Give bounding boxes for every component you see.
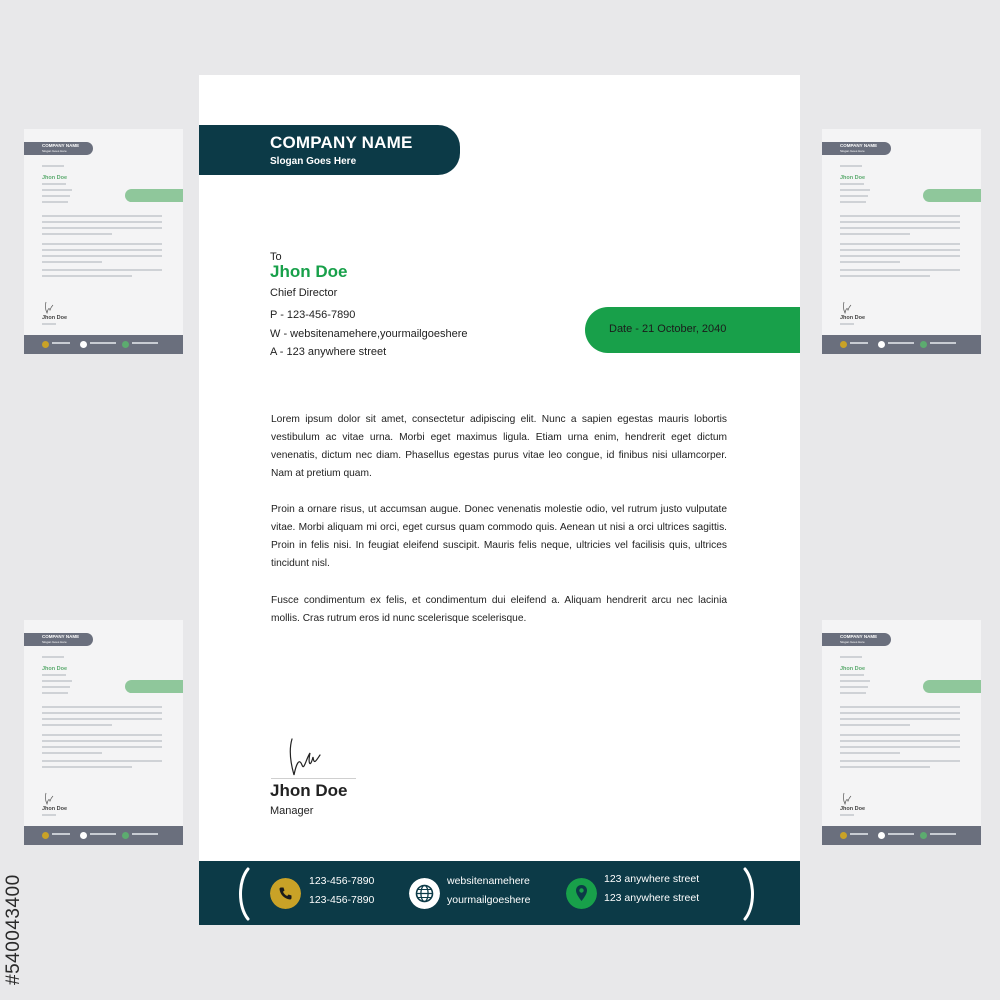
thumbnail-footer-bar bbox=[822, 335, 981, 354]
signer-name: Jhon Doe bbox=[270, 781, 348, 800]
thumbnail-globe-icon bbox=[878, 832, 885, 839]
thumbnail-signer-title bbox=[840, 814, 854, 816]
date-banner bbox=[585, 307, 800, 353]
thumbnail-text-line bbox=[42, 674, 66, 676]
thumbnail-footer-text bbox=[850, 342, 868, 344]
thumbnail-slogan: Slogan Goes Here bbox=[42, 149, 67, 153]
thumbnail-text-line bbox=[840, 215, 960, 217]
thumbnail-text-line bbox=[42, 227, 162, 229]
thumbnail-phone-icon bbox=[42, 832, 49, 839]
thumbnail-text-line bbox=[840, 752, 900, 754]
footer-website: websitenamehere bbox=[447, 875, 530, 887]
thumbnail-text-line bbox=[840, 692, 866, 694]
footer-phone-2: 123-456-7890 bbox=[309, 894, 375, 906]
left-bracket-decoration bbox=[237, 867, 251, 921]
signer-title: Manager bbox=[270, 805, 314, 817]
thumbnail-text-line bbox=[840, 766, 930, 768]
thumbnail-text-line bbox=[42, 712, 162, 714]
thumbnail-date-banner bbox=[923, 189, 981, 202]
company-name: COMPANY NAME bbox=[270, 133, 413, 152]
thumbnail-text-line bbox=[42, 189, 72, 191]
thumbnail-header-bar bbox=[24, 142, 93, 155]
thumbnail-text-line bbox=[42, 233, 112, 235]
thumbnail-text-line bbox=[42, 275, 132, 277]
thumbnail-location-icon bbox=[122, 341, 129, 348]
thumbnail-text-line bbox=[42, 686, 70, 688]
thumbnail-text-line bbox=[840, 261, 900, 263]
thumbnail-date-banner bbox=[923, 680, 981, 693]
thumbnail-text-line bbox=[42, 249, 162, 251]
thumbnail-footer-bar bbox=[24, 826, 183, 845]
thumbnail-header-bar bbox=[822, 142, 891, 155]
thumbnail-header-bar bbox=[822, 633, 891, 646]
company-slogan: Slogan Goes Here bbox=[270, 156, 357, 167]
thumbnail-text-line bbox=[840, 183, 864, 185]
thumbnail-footer-text bbox=[90, 342, 116, 344]
recipient-name: Jhon Doe bbox=[270, 262, 348, 281]
thumbnail-text-line bbox=[840, 718, 960, 720]
contact-phone: P - 123-456-7890 bbox=[270, 309, 356, 321]
thumbnail-phone-icon bbox=[42, 341, 49, 348]
thumbnail-company-name: COMPANY NAME bbox=[840, 143, 878, 148]
thumbnail-slogan: Slogan Goes Here bbox=[840, 640, 865, 644]
thumbnail-text-line bbox=[42, 269, 162, 271]
location-pin-icon bbox=[566, 878, 597, 909]
thumbnail-text-line bbox=[42, 734, 162, 736]
thumbnail-text-line bbox=[840, 269, 960, 271]
thumbnail-text-line bbox=[840, 255, 960, 257]
thumbnail-signer-name: Jhon Doe bbox=[840, 806, 866, 812]
thumbnail-text-line bbox=[42, 706, 162, 708]
thumbnail-text-line bbox=[840, 233, 910, 235]
thumbnail-text-line bbox=[42, 215, 162, 217]
letter-date: Date - 21 October, 2040 bbox=[609, 323, 727, 335]
thumbnail-slogan: Slogan Goes Here bbox=[42, 640, 67, 644]
thumbnail-globe-icon bbox=[80, 832, 87, 839]
thumbnail-top-right bbox=[822, 129, 981, 354]
thumbnail-signature-icon bbox=[44, 792, 54, 805]
thumbnail-text-line bbox=[42, 255, 162, 257]
thumbnail-signer-name: Jhon Doe bbox=[840, 315, 866, 321]
thumbnail-recipient-name: Jhon Doe bbox=[840, 175, 866, 181]
thumbnail-recipient-name: Jhon Doe bbox=[840, 666, 866, 672]
thumbnail-footer-text bbox=[52, 342, 70, 344]
thumbnail-text-line bbox=[42, 718, 162, 720]
footer-bar bbox=[199, 861, 800, 925]
thumbnail-footer-bar bbox=[822, 826, 981, 845]
thumbnail-signer-title bbox=[840, 323, 854, 325]
thumbnail-company-name: COMPANY NAME bbox=[840, 634, 878, 639]
thumbnail-footer-text bbox=[850, 833, 868, 835]
to-label: To bbox=[270, 251, 282, 263]
footer-email: yourmailgoeshere bbox=[447, 894, 531, 906]
thumbnail-text-line bbox=[42, 746, 162, 748]
thumbnail-globe-icon bbox=[80, 341, 87, 348]
thumbnail-text-line bbox=[42, 740, 162, 742]
thumbnail-footer-text bbox=[930, 833, 956, 835]
thumbnail-text-line bbox=[840, 227, 960, 229]
thumbnail-text-line bbox=[840, 706, 960, 708]
thumbnail-signer-title bbox=[42, 814, 56, 816]
thumbnail-text-line bbox=[840, 760, 960, 762]
thumbnail-text-line bbox=[42, 752, 102, 754]
footer-address-1: 123 anywhere street bbox=[604, 873, 700, 885]
thumbnail-text-line bbox=[840, 243, 960, 245]
thumbnail-text-line bbox=[840, 746, 960, 748]
contact-web: W - websitenamehere,yourmailgoeshere bbox=[270, 328, 468, 340]
body-paragraph-1: Lorem ipsum dolor sit amet, consectetur adipiscing elit. Nunc a sapien egestas mauris lobortis vestibulum ac vitae urna. Morbi eget maximus ligula. Etiam urna enim, hendrerit eget dictum venenatis, dictum nec diam. Phasellus egestas purus vitae leo congue, id finibus nisi ullamcorper. Nam at pretium quam. bbox=[271, 414, 727, 479]
thumbnail-text-line bbox=[42, 195, 70, 197]
thumbnail-signer-title bbox=[42, 323, 56, 325]
thumbnail-recipient-name: Jhon Doe bbox=[42, 666, 68, 672]
thumbnail-text-line bbox=[42, 183, 66, 185]
thumbnail-date-banner bbox=[125, 189, 183, 202]
thumbnail-text-line bbox=[840, 680, 870, 682]
thumbnail-bottom-right bbox=[822, 620, 981, 845]
thumbnail-text-line bbox=[840, 724, 910, 726]
company-header-bar bbox=[199, 125, 460, 175]
thumbnail-footer-text bbox=[90, 833, 116, 835]
thumbnail-text-line bbox=[42, 261, 102, 263]
thumbnail-signature-icon bbox=[842, 301, 852, 314]
footer-address-2: 123 anywhere street bbox=[604, 892, 700, 904]
contact-address: A - 123 anywhere street bbox=[270, 346, 387, 358]
signature-line bbox=[271, 778, 356, 779]
right-bracket-decoration bbox=[742, 867, 756, 921]
thumbnail-globe-icon bbox=[878, 341, 885, 348]
thumbnail-bottom-left bbox=[24, 620, 183, 845]
thumbnail-text-line bbox=[840, 674, 864, 676]
body-paragraph-3: Fusce condimentum ex felis, et condimentum dui eleifend a. Aliquam hendrerit arcu nec lacinia mollis. Cras rutrum eros id nunc scelerisque scelerisque. bbox=[271, 595, 727, 624]
thumbnail-footer-text bbox=[888, 833, 914, 835]
thumbnail-footer-bar bbox=[24, 335, 183, 354]
thumbnail-text-line bbox=[42, 766, 132, 768]
thumbnail-text-line bbox=[840, 201, 866, 203]
thumbnail-text-line bbox=[840, 275, 930, 277]
phone-icon bbox=[270, 878, 301, 909]
thumbnail-text-line bbox=[840, 249, 960, 251]
thumbnail-phone-icon bbox=[840, 832, 847, 839]
thumbnail-location-icon bbox=[920, 832, 927, 839]
thumbnail-text-line bbox=[840, 656, 862, 658]
thumbnail-date-banner bbox=[125, 680, 183, 693]
thumbnail-text-line bbox=[840, 195, 868, 197]
thumbnail-footer-text bbox=[132, 833, 158, 835]
globe-icon bbox=[409, 878, 440, 909]
thumbnail-phone-icon bbox=[840, 341, 847, 348]
thumbnail-location-icon bbox=[920, 341, 927, 348]
thumbnail-text-line bbox=[840, 712, 960, 714]
thumbnail-text-line bbox=[42, 724, 112, 726]
thumbnail-text-line bbox=[42, 692, 68, 694]
letterhead-page bbox=[199, 75, 800, 925]
thumbnail-footer-text bbox=[132, 342, 158, 344]
thumbnail-location-icon bbox=[122, 832, 129, 839]
thumbnail-text-line bbox=[840, 221, 960, 223]
thumbnail-text-line bbox=[42, 165, 64, 167]
thumbnail-company-name: COMPANY NAME bbox=[42, 143, 80, 148]
recipient-title: Chief Director bbox=[270, 287, 338, 299]
signature-icon bbox=[286, 735, 324, 783]
thumbnail-signer-name: Jhon Doe bbox=[42, 315, 68, 321]
thumbnail-text-line bbox=[840, 165, 862, 167]
thumbnail-text-line bbox=[42, 221, 162, 223]
thumbnail-text-line bbox=[840, 734, 960, 736]
thumbnail-signer-name: Jhon Doe bbox=[42, 806, 68, 812]
thumbnail-text-line bbox=[840, 740, 960, 742]
thumbnail-signature-icon bbox=[44, 301, 54, 314]
body-paragraph-2: Proin a ornare risus, ut accumsan augue. Donec venenatis molestie odio, vel rutrum justo vulputate vitae. Morbi aliquam mi orci, eget cursus quam commodo quis. Aenean ut nisi a orci ultrices sagittis. Proin in felis nisi. In feugiat eleifend suscipit. Mauris felis neque, ultricies vel facilisis quis, ultrices tincidunt nisl. bbox=[271, 504, 727, 569]
thumbnail-company-name: COMPANY NAME bbox=[42, 634, 80, 639]
thumbnail-text-line bbox=[42, 201, 68, 203]
stock-id: #540043400 bbox=[3, 874, 24, 985]
thumbnail-recipient-name: Jhon Doe bbox=[42, 175, 68, 181]
thumbnail-text-line bbox=[42, 243, 162, 245]
thumbnail-footer-text bbox=[52, 833, 70, 835]
thumbnail-slogan: Slogan Goes Here bbox=[840, 149, 865, 153]
thumbnail-signature-icon bbox=[842, 792, 852, 805]
thumbnail-text-line bbox=[42, 760, 162, 762]
thumbnail-text-line bbox=[42, 656, 64, 658]
thumbnail-top-left bbox=[24, 129, 183, 354]
thumbnail-text-line bbox=[840, 686, 868, 688]
thumbnail-text-line bbox=[840, 189, 870, 191]
thumbnail-text-line bbox=[42, 680, 72, 682]
thumbnail-footer-text bbox=[930, 342, 956, 344]
footer-phone-1: 123-456-7890 bbox=[309, 875, 375, 887]
thumbnail-footer-text bbox=[888, 342, 914, 344]
thumbnail-header-bar bbox=[24, 633, 93, 646]
